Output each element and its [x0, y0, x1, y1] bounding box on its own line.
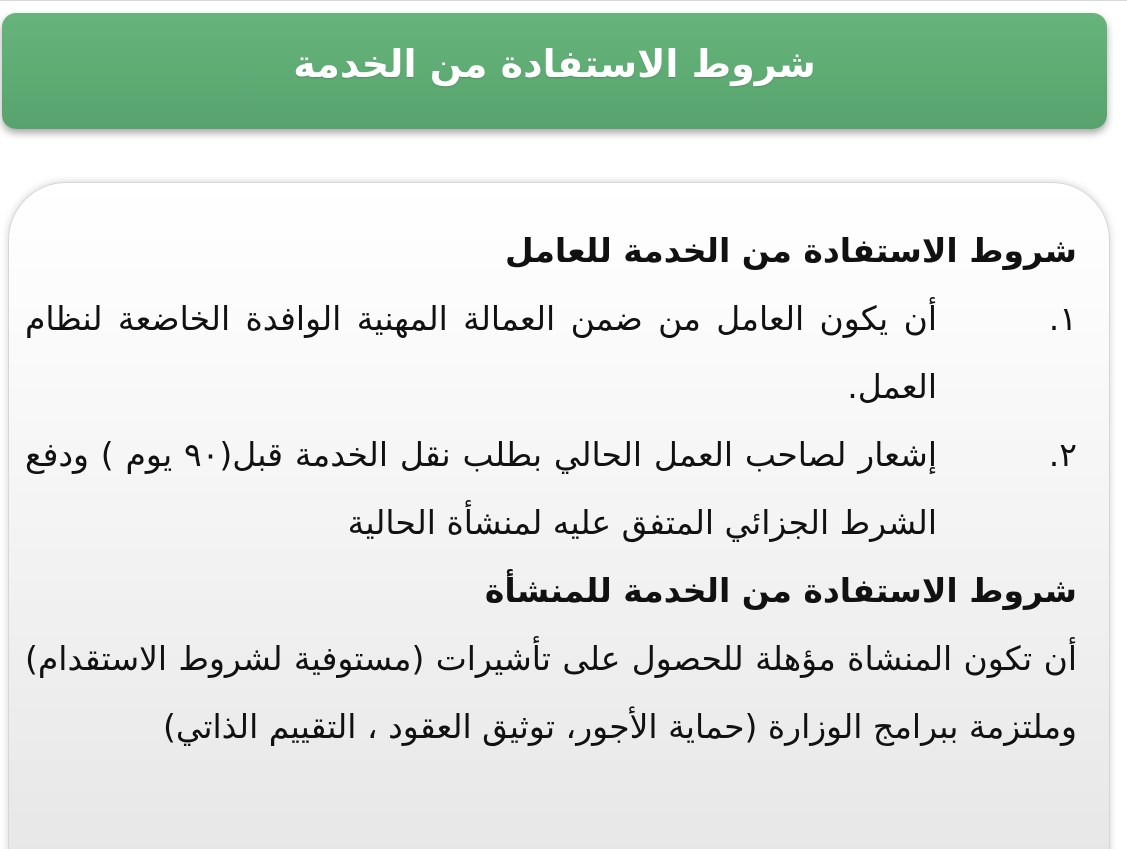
worker-conditions-list	[25, 285, 1077, 557]
list-item-number: ٢.	[1048, 435, 1077, 474]
establishment-section-heading: شروط الاستفادة من الخدمة للمنشأة	[484, 571, 1077, 610]
top-divider	[0, 0, 1127, 1]
list-item	[25, 285, 1077, 421]
card-body	[25, 217, 1077, 761]
list-item-text: إشعار لصاحب العمل الحالي بطلب نقل الخدمة قبل(٩٠ يوم ) ودفع الشرط الجزائي المتفق عليه لمنشأة الحالية	[25, 435, 937, 542]
content-card	[8, 182, 1110, 849]
list-item-number: ١.	[1048, 299, 1077, 338]
list-item-text: أن يكون العامل من ضمن العمالة المهنية الوافدة الخاضعة لنظام العمل.	[25, 299, 937, 406]
list-item	[25, 421, 1077, 557]
page-title: شروط الاستفادة من الخدمة	[293, 42, 816, 86]
worker-section-heading: شروط الاستفادة من الخدمة للعامل	[505, 231, 1077, 270]
title-banner	[2, 13, 1107, 129]
establishment-conditions-text: أن تكون المنشاة مؤهلة للحصول على تأشيرات (مستوفية لشروط الاستقدام) وملتزمة ببرامج الوزارة (حماية الأجور، توثيق العقود ، التقييم الذاتي)	[25, 639, 1077, 746]
